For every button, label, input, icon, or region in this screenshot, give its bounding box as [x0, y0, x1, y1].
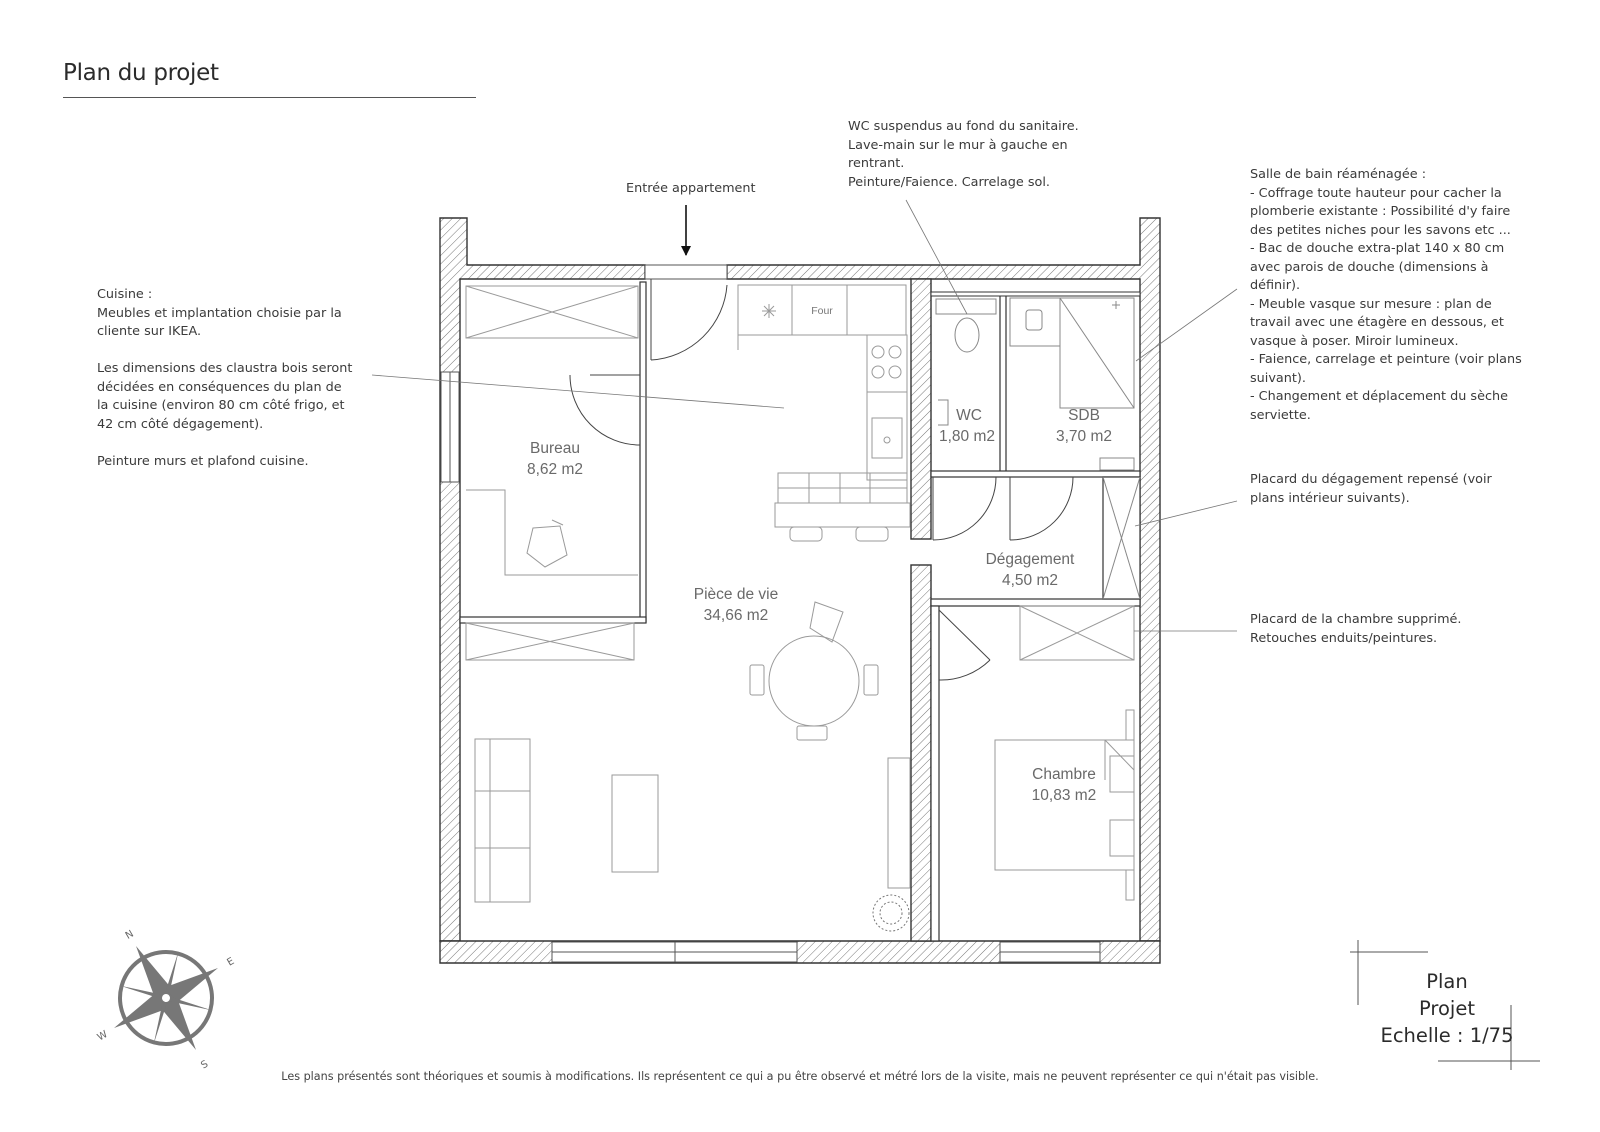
- hall-closet-note: Placard du dégagement repensé (voir plans intérieur suivants).: [1250, 472, 1492, 506]
- entrance-door: [645, 205, 727, 360]
- room-name-hall: Dégagement: [985, 551, 1075, 568]
- room-name-bedroom: Chambre: [1032, 766, 1096, 783]
- page-title: Plan du projet: [63, 60, 219, 86]
- compass-east-label: E: [225, 955, 237, 969]
- oven-label: Four: [811, 305, 833, 317]
- room-area-wc: 1,80 m2: [938, 428, 996, 445]
- bedroom-furniture: [995, 606, 1134, 900]
- compass-north-label: N: [123, 928, 136, 942]
- room-area-bureau: 8,62 m2: [526, 461, 584, 478]
- kitchen-note: Cuisine : Meubles et implantation choisie par la cliente sur IKEA. Les dimensions des claustra bois seront décidées en conséquences du plan de la cuisine (environ 80 cm côté frigo, et 42 cm côté dégagement). Peinture murs et plafond cuisine.: [97, 287, 353, 469]
- room-name-living: Pièce de vie: [693, 586, 779, 603]
- room-labels: [527, 305, 1112, 804]
- bedroom-closet-note: Placard de la chambre supprimé. Retouches enduits/peintures.: [1250, 612, 1462, 646]
- compass-south-label: S: [199, 1058, 211, 1072]
- room-name-sdb: SDB: [1068, 407, 1100, 424]
- interior-walls: [460, 279, 1140, 941]
- title-block-scale: Echelle : 1/75: [1380, 1024, 1514, 1047]
- living-furniture: [466, 602, 910, 931]
- room-area-living: 34,66 m2: [703, 607, 769, 624]
- title-block: [1372, 968, 1522, 1049]
- title-block-line1: Plan: [1426, 970, 1468, 993]
- room-name-bureau: Bureau: [530, 440, 580, 457]
- kitchen-furniture: [738, 285, 910, 541]
- bathroom-note: Salle de bain réaménagée : - Coffrage toute hauteur pour cacher la plomberie existante : Possibilité d'y faire des petites niches pour les savons etc ... - Bac de douche extra-plat 140 x 80 cm avec parois de douche (dimensions à définir). - Meuble vasque sur mesure : plan de travail avec une étagère en dessous, et vasque à poser. Miroir lumineux. - Faience, carrelage et peinture (voir plans suivant). - Changement et déplacement du sèche serviette.: [1250, 167, 1522, 423]
- room-area-hall: 4,50 m2: [1001, 572, 1059, 589]
- exterior-walls: [440, 218, 1160, 963]
- bureau-furniture: [466, 286, 638, 575]
- entrance-label: Entrée appartement: [626, 181, 756, 196]
- room-area-sdb: 3,70 m2: [1055, 428, 1113, 445]
- compass-west-label: W: [95, 1029, 110, 1044]
- room-area-bedroom: 10,83 m2: [1031, 787, 1097, 804]
- room-name-wc: WC: [956, 407, 982, 424]
- title-block-line2: Projet: [1419, 997, 1475, 1020]
- wc-note: WC suspendus au fond du sanitaire. Lave-main sur le mur à gauche en rentrant. Peinture/Faience. Carrelage sol.: [848, 119, 1079, 190]
- disclaimer-footer: Les plans présentés sont théoriques et soumis à modifications. Ils représentent ce qui a pu être observé et métré lors de la visite, mais ne peuvent représenter ce qui n'était pas visible.: [281, 1070, 1319, 1083]
